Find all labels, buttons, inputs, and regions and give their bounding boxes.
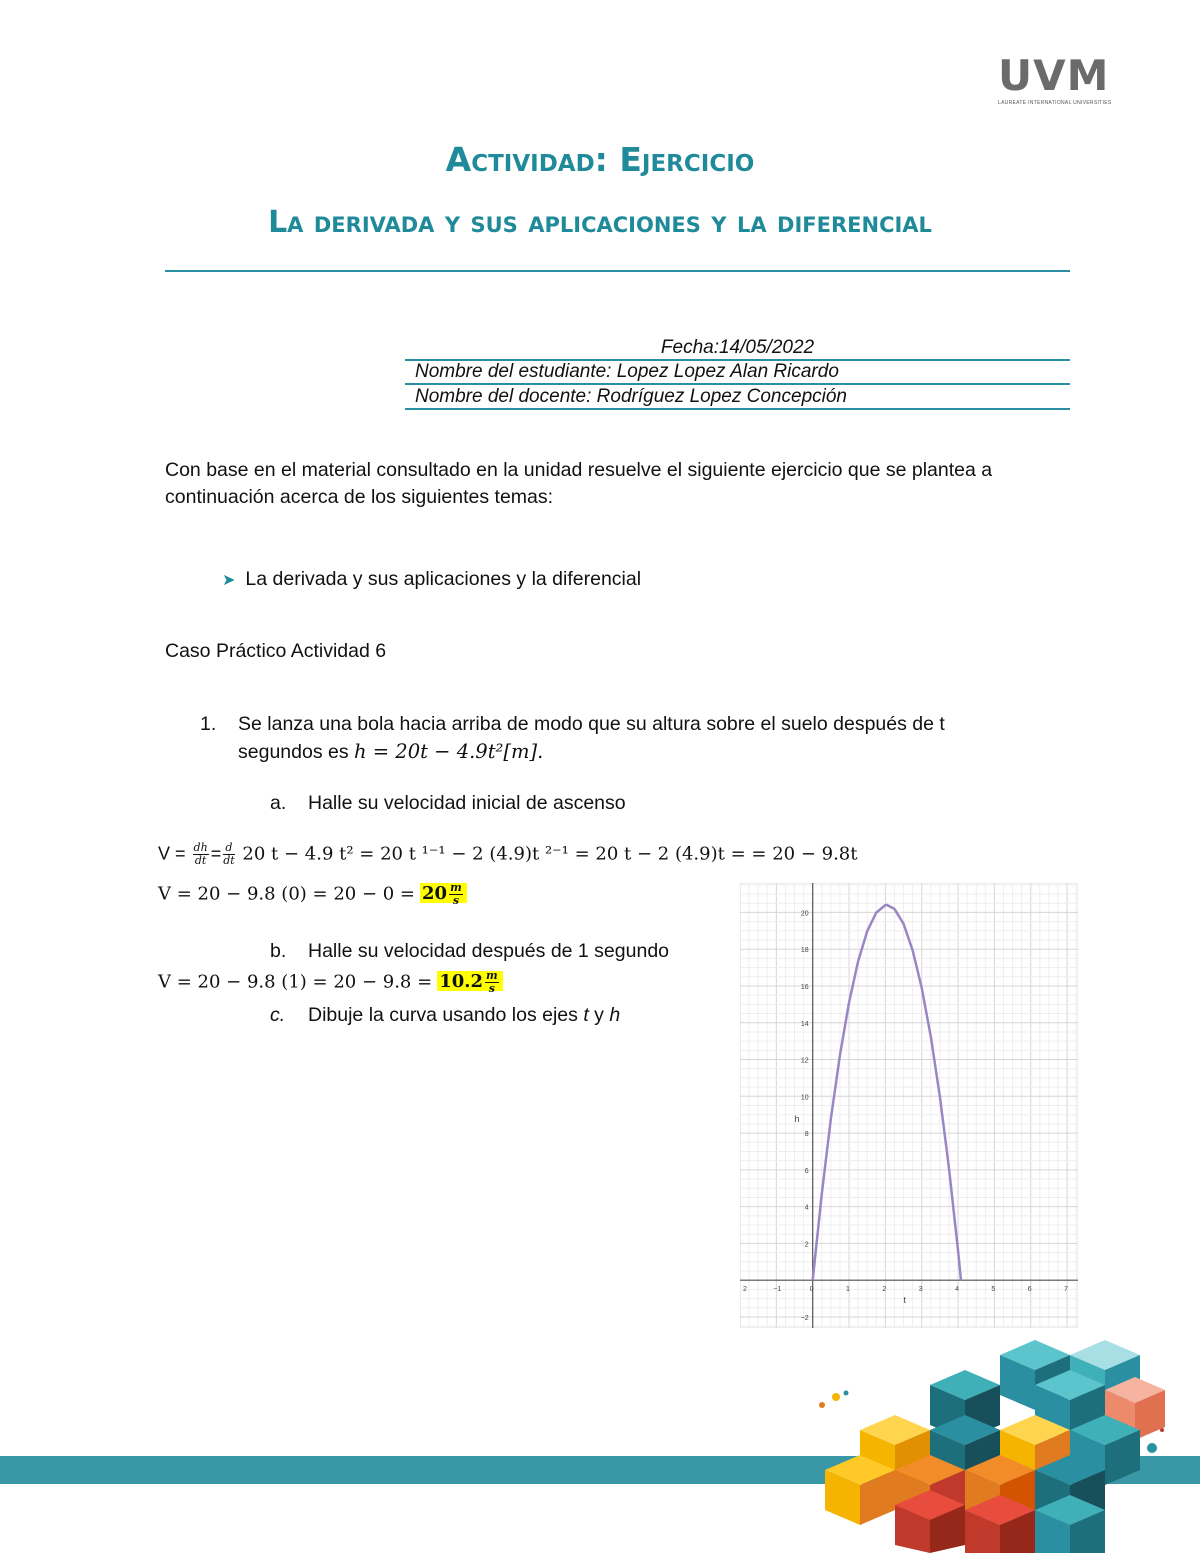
title-divider	[165, 270, 1070, 272]
x-tick-label: 2	[743, 1286, 747, 1294]
eq1-v: V =	[158, 843, 186, 864]
fraction-dh-dt: $\frac{dh}{dt}$	[193, 841, 208, 867]
question-line-1: Se lanza una bola hacia arriba de modo que su altura sobre el suelo después de t	[238, 713, 945, 735]
y-tick-label: 6	[804, 1167, 809, 1175]
initial-velocity-result: 20 $\frac{m}{s}$	[420, 883, 467, 903]
y-tick-label: 8	[804, 1131, 809, 1139]
y-axis-label: h	[794, 1114, 800, 1125]
y-tick-label: 16	[800, 983, 809, 991]
y-tick-label: 4	[804, 1204, 809, 1212]
velocity-1s-result: 10.2 $\frac{m}{s}$	[437, 971, 502, 991]
y-tick-label: 2	[804, 1241, 809, 1249]
part-a-text: Halle su velocidad inicial de ascenso	[308, 792, 626, 814]
y-tick-label: −2	[800, 1314, 809, 1322]
x-tick-label: 5	[991, 1286, 996, 1294]
case-title: Caso Práctico Actividad 6	[165, 640, 387, 662]
x-tick-label: 3	[918, 1286, 923, 1294]
x-tick-label: 0	[809, 1286, 814, 1294]
eq1-equals: =	[210, 843, 222, 864]
document-title: Actividad: Ejercicio	[445, 140, 755, 179]
part-c-label: c.	[270, 1004, 286, 1026]
initial-velocity-equation	[158, 882, 467, 907]
x-tick-label: 2	[882, 1286, 887, 1294]
part-a	[270, 792, 626, 815]
eq3-text: V = 20 − 9.8 (1) = 20 − 9.8 =	[158, 971, 433, 993]
x-tick-label: 7	[1064, 1286, 1069, 1294]
eq1-rest: 20 t − 4.9 t² = 20 t ¹⁻¹ − 2 (4.9)t ²⁻¹ = 20 t − 2 (4.9)t = = 20 − 9.8t	[236, 843, 858, 865]
part-c: c. Dibuje la curva usando los ejes t y h	[270, 1004, 621, 1026]
y-tick-label: 14	[800, 1020, 809, 1028]
intro-paragraph: Con base en el material consultado en la unidad resuelve el siguiente ejercicio que se plantea a continuación acerca de los siguientes temas:	[165, 459, 993, 508]
x-tick-label: −1	[773, 1286, 782, 1294]
x-tick-label: 6	[1027, 1286, 1032, 1294]
part-b-text: Halle su velocidad después de 1 segundo	[308, 940, 670, 962]
x-tick-label: 4	[955, 1286, 959, 1294]
part-c-text: Dibuje la curva usando los ejes	[308, 1004, 584, 1026]
student-name-field: Nombre del estudiante: Lopez Lopez Alan Ricardo	[405, 361, 1070, 385]
height-formula: h = 20t − 4.9t²[m].	[354, 740, 544, 763]
fraction-d-dt: $\frac{d}{dt}$	[223, 841, 235, 867]
arrow-bullet-icon: ➤	[222, 572, 236, 589]
velocity-1s-equation	[158, 970, 503, 995]
x-tick-label: 1	[846, 1286, 850, 1294]
part-a-label: a.	[270, 792, 287, 814]
part-b-label: b.	[270, 940, 287, 962]
uvm-logo	[998, 51, 1122, 108]
eq2-text: V = 20 − 9.8 (0) = 20 − 0 =	[158, 883, 416, 905]
question-number: 1.	[200, 713, 217, 735]
y-tick-label: 18	[800, 947, 809, 955]
y-tick-label: 12	[800, 1057, 809, 1065]
date-underline	[405, 337, 1070, 361]
derivative-equation	[158, 842, 857, 867]
topic-bullet	[222, 568, 641, 591]
y-tick-label: 20	[800, 910, 809, 918]
document-subtitle: La derivada y sus aplicaciones y la diferencial	[268, 205, 932, 240]
x-axis-label: t	[903, 1295, 907, 1306]
parabola-graph	[740, 883, 1078, 1328]
question-line-2: segundos es	[238, 741, 355, 763]
teacher-name-field: Nombre del docente: Rodríguez Lopez Concepción	[405, 386, 1070, 410]
y-tick-label: 10	[800, 1094, 809, 1102]
topic-text: La derivada y sus aplicaciones y la diferencial	[245, 568, 642, 590]
decorative-cubes	[800, 1335, 1200, 1553]
logo-word: UVM	[998, 51, 1110, 100]
question-1	[200, 710, 945, 766]
date-field: Fecha:14/05/2022	[660, 337, 815, 358]
logo-tagline: LAUREATE INTERNATIONAL UNIVERSITIES	[998, 100, 1112, 106]
part-b	[270, 940, 669, 963]
